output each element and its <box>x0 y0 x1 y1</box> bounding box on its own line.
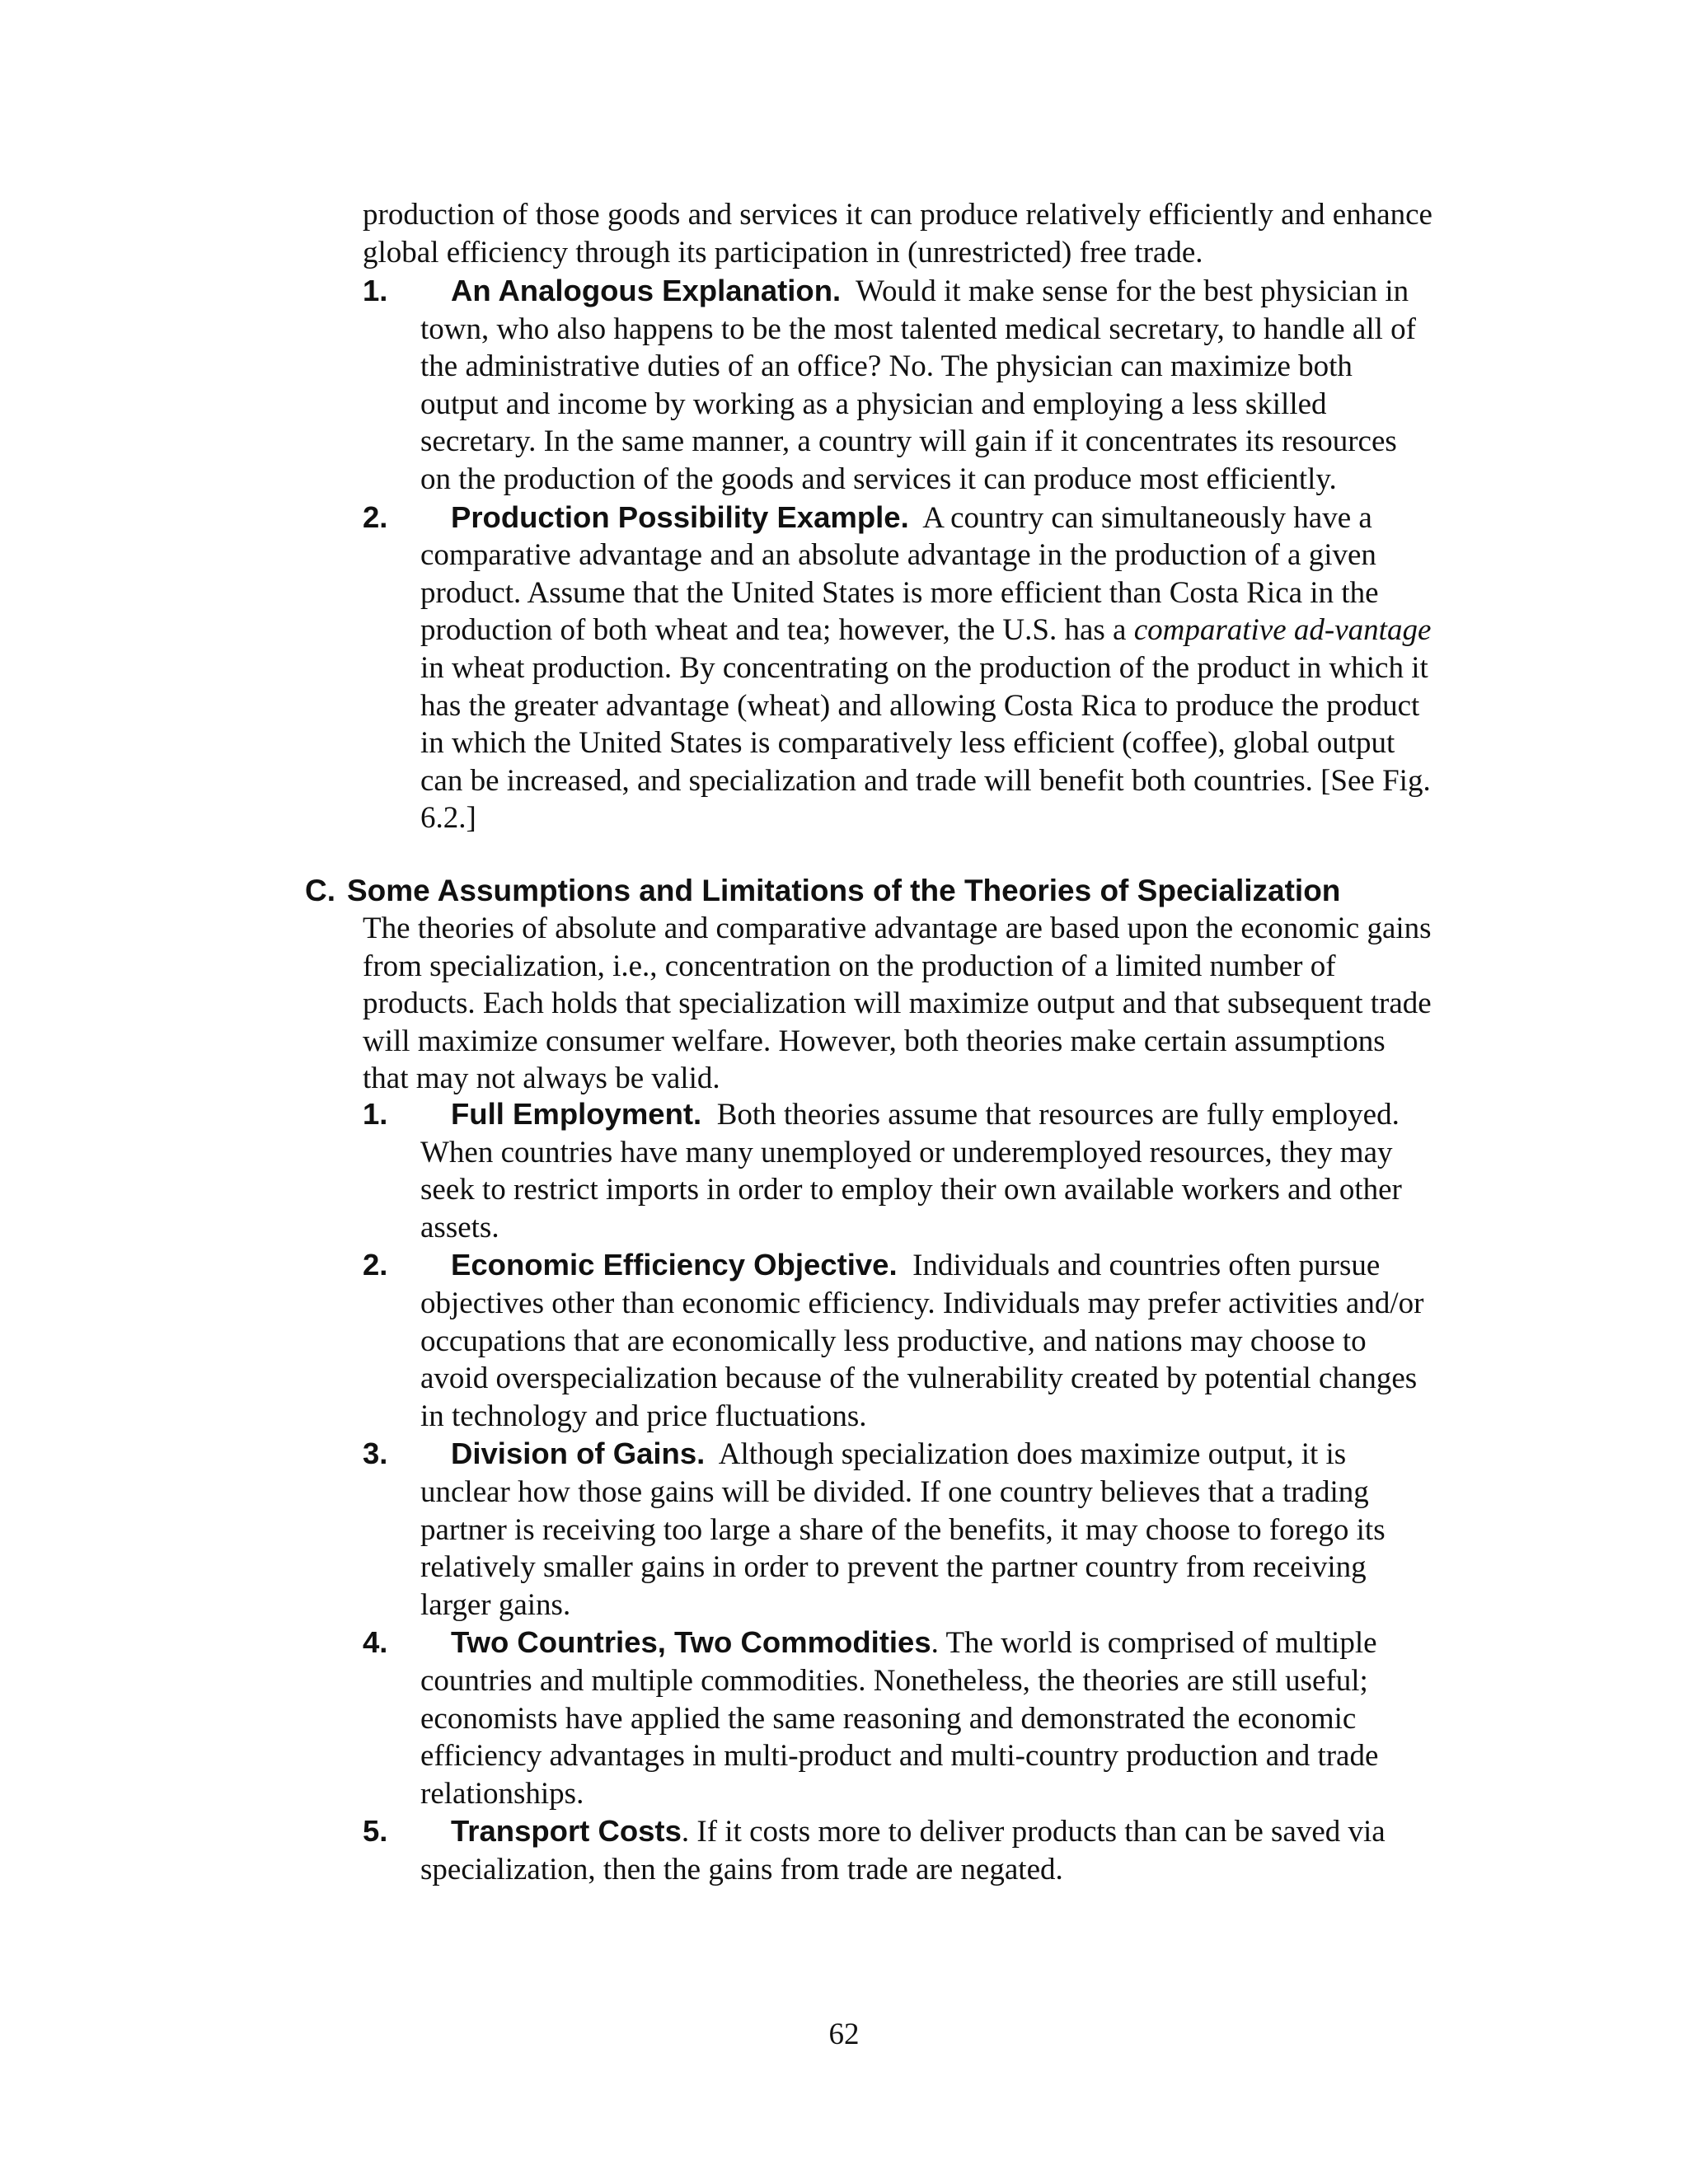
list-item-economic-efficiency <box>363 1246 1434 1435</box>
item-text: Would it make sense for the best physician in town, who also happens to be the most talented medical secretary, to handle all of the administrative duties of an office? No. The physician can maximize both output and income by working as a physician and employing a less skilled secretary. In the same manner, a country will gain if it concentrates its resources on the production of the goods and services it can produce most efficiently. <box>420 274 1416 496</box>
item-text: . The world is comprised of multiple countries and multiple commodities. Nonetheless, the theories are still useful; economists have applied the same reasoning and demonstrated the economic efficiency advantages in multi-product and multi-country production and trade relationships. <box>420 1626 1379 1811</box>
section-letter: C. <box>305 874 335 907</box>
item-number: 1. <box>363 274 388 307</box>
list-item-division-of-gains <box>363 1435 1434 1624</box>
list-item-analogous-explanation <box>363 272 1434 499</box>
list-item-two-countries <box>363 1624 1434 1812</box>
item-title: Division of Gains. <box>451 1436 706 1471</box>
item-text-continued: in wheat production. By concentrating on the production of the product in which it has the greater advantage (wheat) and allowing Costa Rica to produce the product in which the United States is comparatively less efficient (coffee), global output can be increased, and specialization and trade will benefit both countries. [See Fig. 6.2.] <box>420 650 1431 836</box>
list-item-transport-costs <box>363 1812 1434 1888</box>
item-number: 2. <box>363 499 388 534</box>
page-number: 62 <box>828 2018 860 2051</box>
section-heading <box>305 872 1459 910</box>
list-item-full-employment <box>363 1095 1434 1246</box>
item-title: Full Employment. <box>451 1097 702 1131</box>
list-assumptions <box>363 1095 1434 1888</box>
item-title: Production Possibility Example. <box>451 499 909 534</box>
intro-paragraph: production of those goods and services it can produce relatively efficiently and enhance global efficiency through its participation in (unrestricted) free trade. <box>363 198 1432 269</box>
item-title: Economic Efficiency Objective. <box>451 1248 898 1282</box>
list-item-production-possibility <box>363 499 1434 837</box>
list-advantages <box>363 272 1434 837</box>
item-text: Although specialization does maximize output, it is unclear how those gains will be divided. If one country believes that a trading partner is receiving too large a share of the benefits, it may choose to forego its relatively smaller gains in order to prevent the partner country from receiving larger gains. <box>420 1437 1386 1622</box>
item-text: . If it costs more to deliver products than can be saved via specialization, then the gains from trade are negated. <box>420 1815 1386 1886</box>
item-title: Two Countries, Two Commodities <box>451 1625 931 1660</box>
item-text-italic: comparative ad-vantage <box>1133 613 1432 648</box>
item-text: Individuals and countries often pursue objectives other than economic efficiency. Individuals may prefer activities and/or occupations that are economically less productive, and nations may choose to avoid overspecialization because of the vulnerability created by potential changes in technology and price fluctuations. <box>420 1249 1424 1433</box>
item-text: A country can simultaneously have a comparative advantage and an absolute advantage in the production of a given product. Assume that the United States is more efficient than Costa Rica in the production of both wheat and tea; however, the U.S. has a <box>420 500 1379 648</box>
section-title: Some Assumptions and Limitations of the Theories of Specialization <box>347 874 1341 907</box>
item-number: 5. <box>363 1814 388 1849</box>
item-number: 3. <box>363 1436 388 1471</box>
section-body: The theories of absolute and comparative advantage are based upon the economic gains from specialization, i.e., concentration on the production of a limited number of products. Each holds that specialization will maximize output and that subsequent trade will maximize consumer welfare. However, both theories make certain assumptions that may not always be valid. <box>363 912 1432 1096</box>
item-number: 4. <box>363 1625 388 1660</box>
item-number: 2. <box>363 1248 388 1282</box>
item-number: 1. <box>363 1097 388 1131</box>
item-text: Both theories assume that resources are fully employed. When countries have many unemployed or underemployed resources, they may seek to restrict imports in order to employ their own available workers and other assets. <box>420 1098 1402 1244</box>
item-title: Transport Costs <box>451 1814 682 1849</box>
item-title: An Analogous Explanation. <box>451 274 842 307</box>
